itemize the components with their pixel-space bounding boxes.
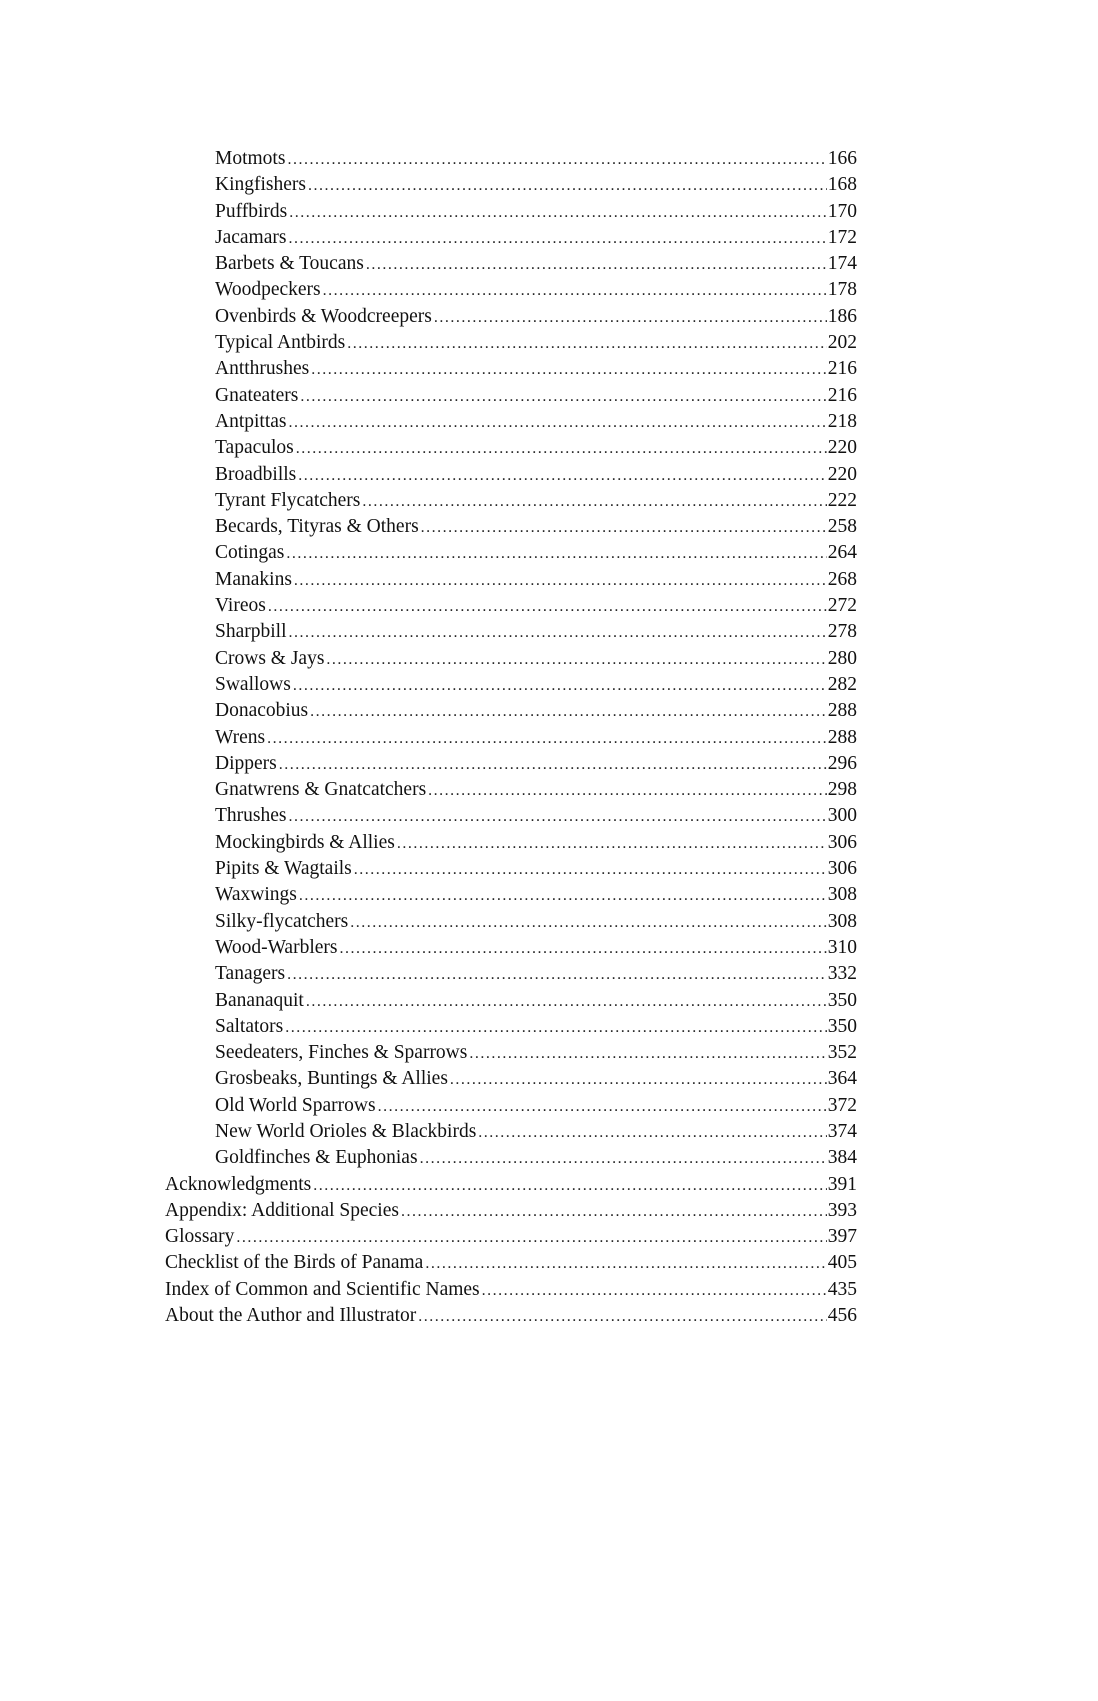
toc-entry — [165, 304, 857, 330]
toc-entry — [165, 1172, 857, 1198]
toc-entry-label: Jacamars — [215, 226, 287, 248]
toc-entry — [165, 1303, 857, 1329]
toc-entry-page-number: 272 — [827, 595, 857, 617]
toc-entry-label: Acknowledgments — [165, 1173, 312, 1195]
toc-entry-page-number: 218 — [827, 410, 857, 432]
toc-entry — [165, 935, 857, 961]
toc-dot-leader — [298, 463, 827, 489]
toc-entry-page-number: 216 — [827, 384, 857, 406]
toc-entry-page-number: 364 — [827, 1068, 857, 1090]
toc-entry-page-number: 350 — [827, 1015, 857, 1037]
toc-dot-leader — [310, 699, 827, 725]
toc-dot-leader — [293, 673, 827, 699]
toc-entry-label: Tanagers — [215, 963, 286, 985]
toc-entry-label: Bananaquit — [215, 989, 304, 1011]
toc-entry — [165, 251, 857, 277]
toc-entry-page-number: 374 — [827, 1120, 857, 1142]
toc-entry — [165, 698, 857, 724]
toc-dot-leader — [267, 726, 827, 752]
toc-dot-leader — [289, 200, 827, 226]
toc-dot-leader — [299, 883, 827, 909]
toc-entry-page-number: 278 — [827, 621, 857, 643]
toc-entry — [165, 1014, 857, 1040]
toc-entry-page-number: 308 — [827, 910, 857, 932]
toc-entry-label: Tyrant Flycatchers — [215, 489, 361, 511]
toc-dot-leader — [339, 936, 826, 962]
toc-entry-label: Manakins — [215, 568, 292, 590]
toc-entry — [165, 619, 857, 645]
toc-entry-page-number: 298 — [827, 779, 857, 801]
toc-dot-leader — [294, 568, 827, 594]
toc-entry — [165, 146, 857, 172]
toc-entry — [165, 435, 857, 461]
toc-entry — [165, 540, 857, 566]
toc-entry-page-number: 288 — [827, 726, 857, 748]
toc-entry-label: Checklist of the Birds of Panama — [165, 1252, 424, 1274]
toc-entry-label: Pipits & Wagtails — [215, 858, 352, 880]
toc-entry — [165, 1093, 857, 1119]
toc-entry-page-number: 222 — [827, 489, 857, 511]
toc-dot-leader — [482, 1278, 827, 1304]
toc-entry — [165, 172, 857, 198]
toc-dot-leader — [418, 1304, 826, 1330]
toc-dot-leader — [326, 647, 826, 673]
toc-dot-leader — [366, 252, 827, 278]
toc-entry — [165, 777, 857, 803]
toc-entry — [165, 199, 857, 225]
toc-entry-label: Wrens — [215, 726, 266, 748]
toc-entry — [165, 1224, 857, 1250]
toc-entry-page-number: 435 — [827, 1278, 857, 1300]
toc-entry-label: Sharpbill — [215, 621, 287, 643]
toc-entry — [165, 383, 857, 409]
toc-dot-leader — [288, 226, 826, 252]
toc-entry-label: New World Orioles & Blackbirds — [215, 1120, 477, 1142]
toc-dot-leader — [434, 305, 827, 331]
toc-entry-page-number: 352 — [827, 1042, 857, 1064]
toc-dot-leader — [289, 410, 827, 436]
toc-entry-page-number: 296 — [827, 752, 857, 774]
toc-entry-page-number: 372 — [827, 1094, 857, 1116]
toc-entry — [165, 1040, 857, 1066]
toc-entry-label: Grosbeaks, Buntings & Allies — [215, 1068, 448, 1090]
toc-entry — [165, 593, 857, 619]
toc-entry-page-number: 288 — [827, 700, 857, 722]
toc-entry-label: Glossary — [165, 1226, 235, 1248]
toc-entry — [165, 882, 857, 908]
toc-dot-leader — [287, 962, 827, 988]
toc-entry — [165, 725, 857, 751]
toc-dot-leader — [420, 1146, 827, 1172]
toc-entry-label: Thrushes — [215, 805, 287, 827]
toc-entry-page-number: 393 — [827, 1199, 857, 1221]
toc-dot-leader — [362, 489, 826, 515]
toc-entry-page-number: 220 — [827, 437, 857, 459]
toc-entry-label: Gnateaters — [215, 384, 299, 406]
toc-entry-label: Gnatwrens & Gnatcatchers — [215, 779, 427, 801]
toc-entry-page-number: 186 — [827, 305, 857, 327]
toc-entry-page-number: 306 — [827, 831, 857, 853]
toc-entry-page-number: 391 — [827, 1173, 857, 1195]
toc-entry-label: About the Author and Illustrator — [165, 1305, 417, 1327]
toc-dot-leader — [350, 910, 827, 936]
toc-entry-label: Goldfinches & Euphonias — [215, 1147, 418, 1169]
toc-dot-leader — [279, 752, 827, 778]
toc-entry-label: Antpittas — [215, 410, 287, 432]
toc-entry-page-number: 282 — [827, 673, 857, 695]
toc-entry — [165, 856, 857, 882]
toc-dot-leader — [289, 620, 827, 646]
toc-entry-label: Antthrushes — [215, 358, 310, 380]
toc-entry — [165, 567, 857, 593]
toc-entry-label: Motmots — [215, 148, 286, 169]
toc-dot-leader — [285, 1015, 827, 1041]
toc-entry-label: Silky-flycatchers — [215, 910, 349, 932]
toc-entry-page-number: 264 — [827, 542, 857, 564]
toc-dot-leader — [236, 1225, 826, 1251]
toc-dot-leader — [287, 147, 826, 173]
toc-entry-page-number: 405 — [827, 1252, 857, 1274]
toc-entry-label: Wood-Warblers — [215, 936, 338, 958]
toc-entry — [165, 909, 857, 935]
toc-entry-label: Cotingas — [215, 542, 285, 564]
toc-entry — [165, 225, 857, 251]
toc-dot-leader — [397, 831, 827, 857]
toc-entry-page-number: 170 — [827, 200, 857, 222]
toc-dot-leader — [401, 1199, 827, 1225]
toc-entry-label: Ovenbirds & Woodcreepers — [215, 305, 432, 327]
toc-entry-label: Mockingbirds & Allies — [215, 831, 395, 853]
toc-entry-label: Old World Sparrows — [215, 1094, 376, 1116]
toc-entry — [165, 1250, 857, 1276]
toc-entry-label: Appendix: Additional Species — [165, 1199, 399, 1221]
toc-entry — [165, 1277, 857, 1303]
toc-entry-page-number: 268 — [827, 568, 857, 590]
toc-dot-leader — [425, 1251, 826, 1277]
toc-entry-page-number: 306 — [827, 858, 857, 880]
toc-entry-page-number: 258 — [827, 516, 857, 538]
toc-entry-page-number: 220 — [827, 463, 857, 485]
toc-entry-page-number: 166 — [827, 148, 857, 169]
toc-dot-leader — [478, 1120, 826, 1146]
toc-dot-leader — [469, 1041, 826, 1067]
toc-entry — [165, 961, 857, 987]
toc-entry — [165, 277, 857, 303]
toc-entry-label: Broadbills — [215, 463, 297, 485]
toc-dot-leader — [286, 541, 826, 567]
toc-entry-label: Puffbirds — [215, 200, 288, 222]
toc-entry-page-number: 202 — [827, 332, 857, 354]
toc-entry — [165, 356, 857, 382]
toc-dot-leader — [347, 331, 827, 357]
toc-dot-leader — [354, 857, 827, 883]
toc-entry-label: Dippers — [215, 752, 277, 774]
toc-entry — [165, 1198, 857, 1224]
toc-entry — [165, 409, 857, 435]
toc-entry-label: Woodpeckers — [215, 279, 321, 301]
toc-entry — [165, 672, 857, 698]
toc-entry-label: Typical Antbirds — [215, 332, 346, 354]
toc-entry-page-number: 397 — [827, 1226, 857, 1248]
toc-entry — [165, 514, 857, 540]
toc-entry-page-number: 168 — [827, 174, 857, 196]
toc-entry-label: Barbets & Toucans — [215, 253, 364, 275]
toc-entry-page-number: 300 — [827, 805, 857, 827]
toc-entry-page-number: 280 — [827, 647, 857, 669]
toc-entry — [165, 1145, 857, 1171]
toc-dot-leader — [311, 357, 827, 383]
toc-dot-leader — [313, 1173, 827, 1199]
toc-entry-page-number: 456 — [827, 1305, 857, 1327]
toc-dot-leader — [428, 778, 827, 804]
toc-entry-label: Waxwings — [215, 884, 297, 906]
toc-entry — [165, 751, 857, 777]
toc-entry-page-number: 178 — [827, 279, 857, 301]
toc-entry-page-number: 384 — [827, 1147, 857, 1169]
toc-dot-leader — [308, 173, 827, 199]
toc-entry-page-number: 174 — [827, 253, 857, 275]
toc-entry-label: Seedeaters, Finches & Sparrows — [215, 1042, 468, 1064]
toc-dot-leader — [306, 989, 827, 1015]
toc-entry-page-number: 350 — [827, 989, 857, 1011]
toc-entry — [165, 462, 857, 488]
toc-dot-leader — [289, 804, 827, 830]
toc-entry — [165, 803, 857, 829]
toc-dot-leader — [268, 594, 827, 620]
toc-dot-leader — [450, 1067, 827, 1093]
toc-entry — [165, 988, 857, 1014]
toc-entry-label: Tapaculos — [215, 437, 294, 459]
toc-entry-label: Swallows — [215, 673, 291, 695]
toc-entry-label: Index of Common and Scientific Names — [165, 1278, 480, 1300]
toc-entry-page-number: 310 — [827, 936, 857, 958]
toc-entry-label: Vireos — [215, 595, 266, 617]
toc-entry — [165, 830, 857, 856]
toc-dot-leader — [296, 436, 827, 462]
toc-entry-label: Kingfishers — [215, 174, 306, 196]
toc-dot-leader — [378, 1094, 827, 1120]
toc-entry — [165, 330, 857, 356]
toc-entry-label: Donacobius — [215, 700, 309, 722]
toc-entry — [165, 646, 857, 672]
toc-entry-page-number: 172 — [827, 226, 857, 248]
toc-entry-page-number: 308 — [827, 884, 857, 906]
toc-entry-page-number: 216 — [827, 358, 857, 380]
toc-entry-label: Saltators — [215, 1015, 284, 1037]
toc-entry — [165, 488, 857, 514]
toc-entry-page-number: 332 — [827, 963, 857, 985]
toc-dot-leader — [300, 384, 826, 410]
toc-entry-label: Crows & Jays — [215, 647, 325, 669]
toc-entry — [165, 1066, 857, 1092]
toc-dot-leader — [323, 278, 827, 304]
toc-entry — [165, 1119, 857, 1145]
table-of-contents — [165, 146, 857, 1329]
toc-entry-label: Becards, Tityras & Others — [215, 516, 419, 538]
toc-dot-leader — [421, 515, 827, 541]
